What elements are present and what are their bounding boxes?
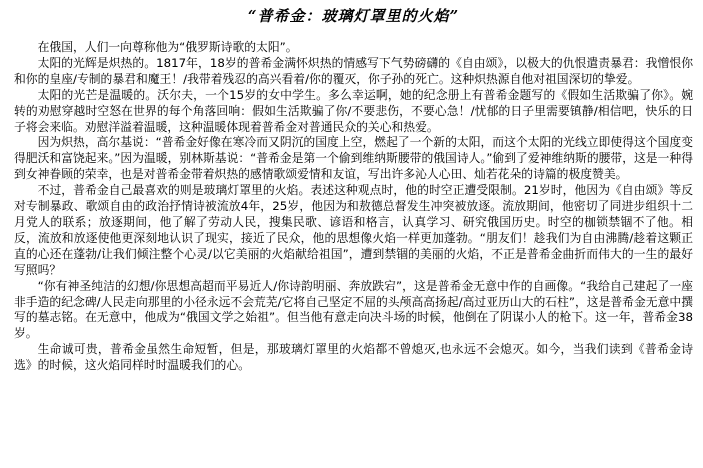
paragraph: 太阳的光辉是炽热的。1817年，18岁的普希金满怀炽热的情感写下气势磅礴的《自由颂》，以极大的仇恨遣责暴君：我憎恨你和你的皇座/专制的暴君和魔王！/我带着残忍的高兴看着/你的覆灭，你子孙的死亡。这种炽热源自他对祖国深切的挚爱。 <box>14 55 693 86</box>
paragraph: 在俄国，人们一向尊称他为“俄罗斯诗歌的太阳”。 <box>37 40 298 54</box>
paragraph: 因为炽热，高尔基说：“普希金好像在寒冷而又阴沉的国度上空，燃起了一个新的太阳，而这个太阳的光线立即使得这个国度变得肥沃和富饶起来。”因为温暖，别林斯基说：“普希金是第一个偷到维纳斯腰带的俄国诗人。”偷到了爱神维纳斯的腰带，这是一种得到女神眷顾的荣幸，也是对普希金带着炽热的感情歌颂爱情和友谊，写出许多沁人心田、灿若花朵的诗篇的极度赞美。 <box>14 135 693 182</box>
document-body <box>14 40 693 374</box>
paragraph: 不过，普希金自己最喜欢的则是玻璃灯罩里的火焰。表述这种观点时，他的时空正遭受限制。21岁时，他因为《自由颂》等反对专制暴政、歌颂自由的政治抒情诗被流放4年，25岁，他因为和敖德总督发生冲突被放逐。流放期间，他密切了同进步组织十二月党人的联系；放逐期间，他了解了劳动人民，搜集民歌、谚语和格言，认真学习、研究俄国历史。时空的枷锁禁锢不了他。相反，流放和放逐使他更深刻地认识了现实，接近了民众，他的思想像火焰一样更加蓬勃。“朋友们！趁我们为自由沸腾/趁着这颗正直的心还在蓬勃/让我们倾注整个心灵/以它美丽的火焰献给祖国”，遭到禁锢的美丽的火焰，不正是普希金曲折而伟大的一生的最好写照吗？ <box>14 183 693 277</box>
paragraph: 太阳的光芒是温暖的。沃尔夫，一个15岁的女中学生。多么幸运啊，她的纪念册上有普希金题写的《假如生活欺骗了你》。婉转的劝慰穿越时空怒在世界的每个角落回响：假如生活欺骗了你/不要悲伤，不要心急！/忧郁的日子里需要镇静/相信吧，快乐的日子将会来临。劝慰洋溢着温暖，这种温暖体现着普希金对普通民众的关心和热爱。 <box>14 87 693 134</box>
paragraph: “你有神圣纯洁的幻想/你思想高超而平易近人/你诗韵明丽、奔放跌宕”，这是普希金无意中作的自画像。“我给自己建起了一座非手造的纪念碑/人民走向那里的小径永远不会荒芜/它将自己坚定不屈的头颅高高扬起/高过亚历山大的石柱”，这是普希金无意中撰写的墓志铭。在无意中，他成为“俄国文学之始祖”。但当他有意走向决斗场的时候，他倒在了阴谋小人的枪下。这一年，普希金38岁。 <box>14 278 693 341</box>
document-title: “普希金：玻璃灯罩里的火焰” <box>247 7 460 25</box>
paragraph: 生命诚可贵，普希金虽然生命短暂，但是，那玻璃灯罩里的火焰都不曾熄灭,也永远不会熄灭。如今，当我们读到《普希金诗选》的时候，这火焰同样时时温暖我们的心。 <box>14 342 693 373</box>
